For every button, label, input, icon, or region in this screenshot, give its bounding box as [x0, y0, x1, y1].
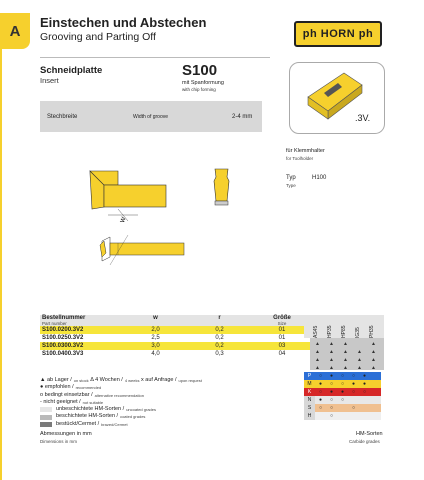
dimensions-note: Abmessungen in mm [40, 431, 92, 437]
divider [40, 57, 270, 58]
cell-r: 0,2 [188, 334, 251, 342]
availability-marks [310, 338, 384, 370]
carbide-grades-label: HM-Sorten [356, 431, 383, 437]
grade-as45: AS45 [313, 325, 319, 338]
svg-text:▲: ▲ [371, 365, 376, 370]
width-label-en: Width of groove [133, 114, 169, 120]
cell-w: 3,0 [123, 342, 188, 350]
part-number: S100.0250.3V2 [40, 334, 123, 342]
svg-text:▲: ▲ [343, 357, 348, 363]
grade-hp35: HP35 [327, 325, 333, 338]
svg-text:▲: ▲ [371, 357, 376, 363]
svg-text:▲: ▲ [315, 349, 320, 355]
width-range: 2-4 mm [232, 114, 253, 120]
grade-ig35: IG35 [355, 327, 361, 338]
material-row-m: M ● ○ ○ ● ● [304, 380, 381, 388]
cell-w: 4,0 [123, 350, 188, 358]
holder-label: für Klemmhalter [286, 148, 325, 154]
section-tab [0, 13, 30, 49]
horn-logo: ph HORN ph [294, 21, 382, 47]
cell-w: 2,5 [123, 334, 188, 342]
grade-ph35: PH35 [369, 325, 375, 338]
type-label: Typ [286, 175, 296, 181]
svg-text:▲: ▲ [315, 341, 320, 347]
product-variant-en: with chip forming [182, 87, 216, 92]
section-letter: A [9, 22, 21, 40]
part-number: S100.0400.3V3 [40, 350, 123, 358]
table-row[interactable] [40, 350, 313, 358]
grade-availability [310, 338, 384, 370]
legend: ▲ ab Lager / on stock Δ 4 Wochen / 4 weeks x auf Anfrage / upon request ● empfohlen / recommended o bedingt einsetzbar / alternative recommendation - nicht geeignet / not suitable unbeschichtete HM-Sorten / uncoated grades beschichtete HM-Sorten / coated grades bestückt/Cermet / brazed/Cermet [40, 377, 202, 427]
uncoated-swatch [40, 407, 52, 412]
svg-text:▲: ▲ [329, 341, 334, 347]
material-row-n: N ● ○ ○ [304, 396, 381, 404]
table-header-row [40, 315, 313, 326]
material-row-p: P ○ ● ○ ○ ● [304, 372, 381, 380]
cell-size: 01 [251, 326, 313, 334]
col-r: r [188, 315, 251, 326]
width-label: Stechbreite [47, 114, 78, 120]
material-row-k: K ○ ● ● ○ ○ [304, 388, 381, 396]
cell-size: 03 [251, 342, 313, 350]
svg-text:▲: ▲ [343, 365, 348, 370]
cell-r: 0,3 [188, 350, 251, 358]
table-row[interactable] [40, 326, 313, 334]
technical-drawing [88, 165, 278, 280]
svg-text:▲: ▲ [357, 349, 362, 355]
page-subtitle: Grooving and Parting Off [40, 31, 156, 43]
svg-text:▲: ▲ [343, 349, 348, 355]
svg-text:▲: ▲ [357, 357, 362, 363]
svg-text:▲: ▲ [315, 357, 320, 363]
dimensions-note-en: Dimensions in mm [40, 439, 78, 444]
holder-label-en: for Toolholder [286, 156, 314, 161]
photo-label: .3V. [355, 113, 371, 123]
part-number: S100.0200.3V2 [40, 326, 123, 334]
cell-size: 04 [251, 350, 313, 358]
svg-text:▲: ▲ [329, 357, 334, 363]
product-name-en: Insert [40, 76, 59, 85]
cell-r: 0,2 [188, 342, 251, 350]
parts-table [40, 315, 313, 358]
svg-text:▲: ▲ [371, 349, 376, 355]
table-row[interactable] [40, 334, 313, 342]
type-label-en: Type [286, 183, 296, 188]
cell-size: 01 [251, 334, 313, 342]
part-number: S100.0300.3V2 [40, 342, 123, 350]
drawing-label-w: W [119, 216, 128, 224]
col-size: Größe Size [251, 315, 313, 326]
product-name: Schneidplatte [40, 65, 103, 76]
grade-hp85: HP85 [341, 325, 347, 338]
svg-text:▲: ▲ [315, 365, 320, 370]
svg-text:▲: ▲ [329, 365, 334, 370]
type-value: H100 [312, 175, 327, 181]
svg-text:▲: ▲ [357, 365, 362, 370]
brazed-swatch [40, 422, 52, 427]
product-code: S100 [182, 62, 218, 79]
product-variant: mit Spanformung [182, 80, 224, 86]
svg-text:▲: ▲ [329, 349, 334, 355]
carbide-grades-label-en: Carbide grades [349, 439, 380, 444]
cell-r: 0,2 [188, 326, 251, 334]
material-row-s: S ○ ○ ○ [304, 404, 381, 412]
table-row[interactable] [40, 342, 313, 350]
section-side-bar [0, 49, 2, 480]
col-part: Bestellnummer Part number [40, 315, 123, 326]
col-w: w [123, 315, 188, 326]
material-row-h: H ○ [304, 412, 381, 420]
cell-w: 2,0 [123, 326, 188, 334]
svg-text:▲: ▲ [371, 341, 376, 347]
coated-swatch [40, 415, 52, 420]
insert-photo [289, 62, 385, 134]
svg-text:▲: ▲ [343, 341, 348, 347]
material-matrix [304, 372, 381, 420]
page-title: Einstechen und Abstechen [40, 15, 207, 30]
